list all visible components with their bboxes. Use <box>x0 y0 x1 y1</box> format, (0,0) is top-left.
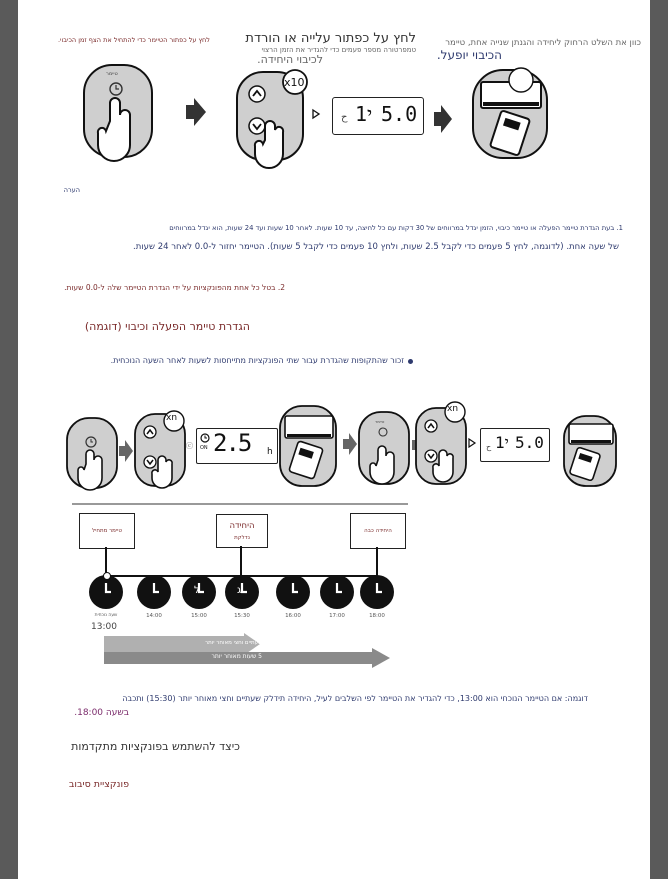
note-item1-l2: של שעה אחת. (לדוגמה, לחץ 5 פעמים כדי לקבל 2.5 שעות, ולחץ 10 פעמים כדי לקבל 5 שעות). הטיימר יחזור ל-0.0 לאחר 24 שעות. <box>133 242 619 252</box>
clock-glyph: ל <box>194 585 200 596</box>
ex-remote-timer-2 <box>358 410 410 486</box>
x10-badge: x10 <box>284 76 305 89</box>
swing-heading: פונקציית סיבוב <box>68 779 129 790</box>
time-label: 18:00 <box>369 613 385 619</box>
step1-caption: לחץ על כפתור הטיימר כדי להתחיל את הצף זמן הכיבוי. <box>57 36 210 44</box>
time-label: 15:00 <box>191 613 207 619</box>
clock-icon <box>276 575 310 609</box>
note-item1-l1: 1. בעת הגדרת טיימר הפעלה או טיימר כיבוי, הזמן יגדל במרווחים של 30 דקות עם כל לחיצה, עד 10 שעות. לאחר 10 שעות ועד 24 שעות, הוא יגדל במרווחים <box>169 224 623 232</box>
display-unit: י1 <box>355 102 373 126</box>
remote-timer-label: טיימר <box>106 71 118 77</box>
time-label: 15:30 <box>234 613 250 619</box>
step2-desc: טמפרטורה מספר פעמים כדי להגדיר את הזמן הרצוי <box>261 46 416 54</box>
time-label: 14:00 <box>146 613 162 619</box>
ex-display-50 <box>480 428 550 462</box>
arrow2-label: 5 שעות מאוחר יותר <box>211 653 262 660</box>
footer-example-l2: בשעה 18:00. <box>74 708 129 718</box>
bullet-dot <box>408 359 413 364</box>
timeline-top-rule <box>72 503 408 505</box>
display-panel <box>332 97 424 135</box>
ex-unit-remote-2 <box>563 414 623 488</box>
step2-line3: לכיבוי היחידה. <box>257 53 323 66</box>
ex-remote-temp <box>134 410 192 488</box>
display-small-2: ح <box>486 442 492 451</box>
xn-badge-2: xn <box>447 404 459 414</box>
clock-glyph: ג <box>237 585 242 596</box>
clock-icon <box>360 575 394 609</box>
ex-remote-temp-2 <box>415 400 473 486</box>
display-50: 5.0 <box>515 433 544 452</box>
now-time: 13:00 <box>91 622 117 632</box>
display-value: 5.0 <box>381 102 418 126</box>
clock-icon <box>137 575 171 609</box>
step2-title: לחץ על כפתור עלייה או הורדת <box>245 31 416 46</box>
xn-badge: xn <box>166 413 178 423</box>
example-heading: הגדרת טיימר הפעלה וכיבוי (דוגמה) <box>84 320 250 333</box>
ex-display-25 <box>196 428 278 464</box>
small-c-icon: ⓒ <box>186 442 193 450</box>
note-item2: 2. בטל כל אחת מהפונקציות על ידי הגדרת הטיימר שלה ל-0.0 שעות. <box>64 283 285 292</box>
example-bullet: זכור שהתקופות שהגדרת עבור שתי הפונקציות מתייחסות לשעות לאחר השעה הנוכחית. <box>110 356 404 365</box>
step3-caption-l1: כוון את השלט הרחוק ליחידה והגנתן שנייה אחת, טיימר <box>445 38 641 48</box>
on-label: ON <box>200 445 208 451</box>
clock-icon <box>225 575 259 609</box>
manual-page <box>18 0 650 879</box>
clock-icon <box>182 575 216 609</box>
time-label: שעה נוכחית <box>94 613 118 618</box>
box-unit-on-sub: נדלקת <box>234 535 250 541</box>
advanced-heading: כיצד להשתמש בפונקציות מתקדמות <box>71 740 240 753</box>
remote-temp-press <box>235 68 313 164</box>
box-unit-off-label: היחידה כבה <box>364 528 392 534</box>
remote-timer-press <box>82 63 154 159</box>
display-small: ح <box>341 112 348 123</box>
unit-remote-icon <box>471 66 551 162</box>
remote-timer-label-2: טיימר <box>375 419 385 424</box>
ex-remote-timer <box>66 416 118 490</box>
clock-icon <box>89 575 123 609</box>
time-label: 16:00 <box>285 613 301 619</box>
timeline-start-dot <box>103 572 111 580</box>
box-unit-on-title: היחידה <box>229 521 255 531</box>
time-label: 17:00 <box>329 613 345 619</box>
ex-unit-remote-1 <box>279 404 339 488</box>
clock-icon <box>320 575 354 609</box>
footer-example-l1: דוגמה: אם הטיימר הנוכחי הוא 13:00, כדי להגדיר את הטיימר לפי השלבים לעיל, היחידה תידלק שעתיים וחצי מאוחר יותר (15:30) ותכבה <box>122 694 588 703</box>
display-25-unit: h <box>267 447 273 457</box>
display-25: 2.5 <box>213 429 251 457</box>
arrow1-label: שעתיים וחצי מאוחר יותר <box>205 640 262 646</box>
box-timer-start-label: טיימר מתחיל <box>92 528 122 534</box>
note-heading: הערה <box>63 186 80 194</box>
step3-caption-l2: הכיבוי יופעל. <box>436 48 502 62</box>
display-50-unit: י1 <box>495 433 509 452</box>
